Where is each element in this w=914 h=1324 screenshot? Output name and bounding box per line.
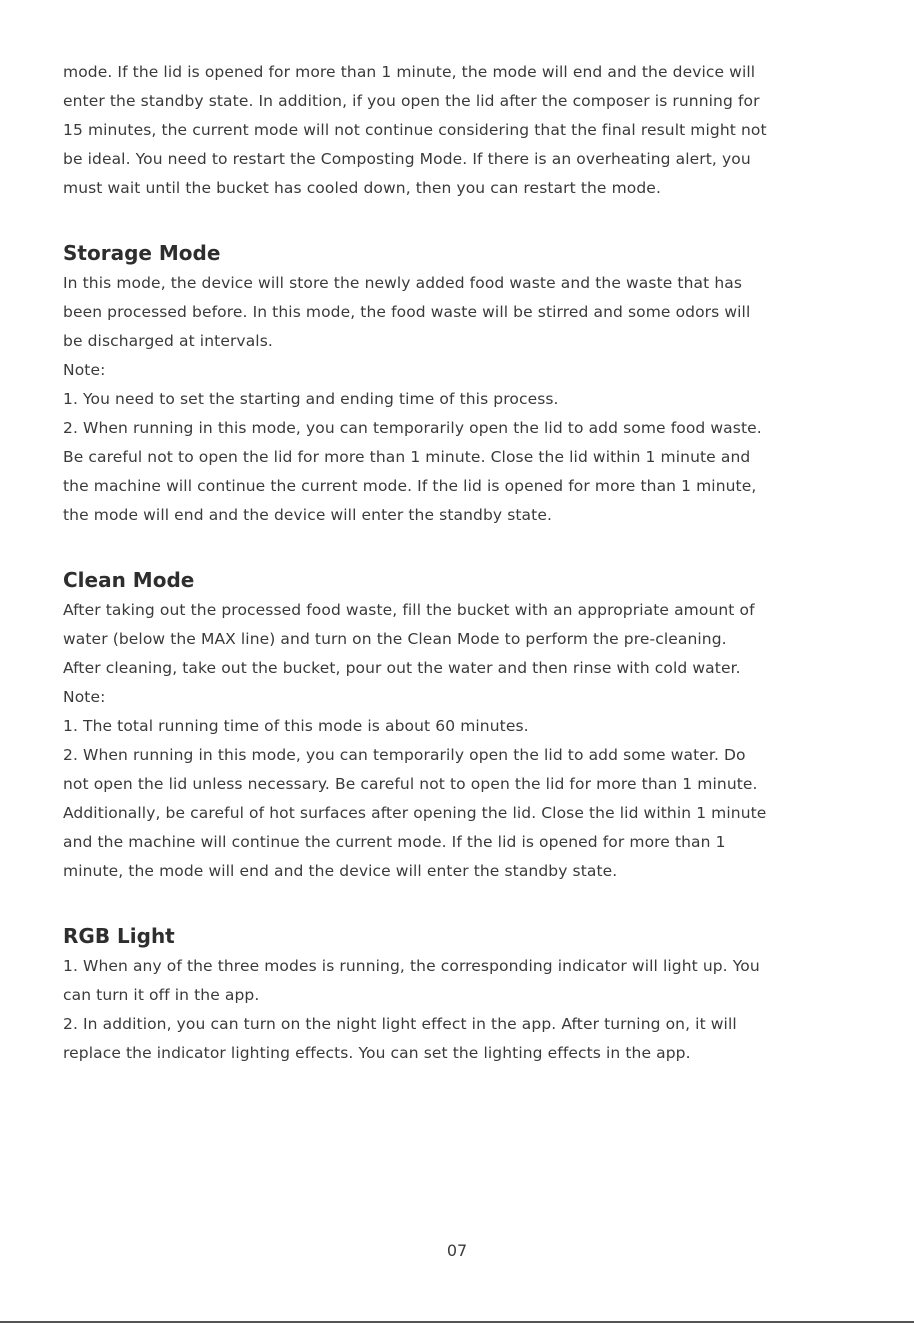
bottom-divider (0, 1321, 914, 1323)
text-line: 2. When running in this mode, you can temporarily open the lid to add some food waste. (63, 419, 762, 437)
rgb-light-section (63, 920, 853, 1068)
storage-mode-heading: Storage Mode (63, 241, 221, 265)
text-line: 2. When running in this mode, you can temporarily open the lid to add some water. Do (63, 746, 746, 764)
text-line: Be careful not to open the lid for more than 1 minute. Close the lid within 1 minute and (63, 448, 751, 466)
text-line: can turn it off in the app. (63, 986, 260, 1004)
text-line: minute, the mode will end and the device will enter the standby state. (63, 862, 618, 880)
text-line: and the machine will continue the current mode. If the lid is opened for more than 1 (63, 833, 726, 851)
storage-mode-section (63, 237, 853, 530)
text-line: Additionally, be careful of hot surfaces after opening the lid. Close the lid within 1 minute (63, 804, 767, 822)
text-line: mode. If the lid is opened for more than 1 minute, the mode will end and the device will (63, 63, 756, 81)
text-line: be ideal. You need to restart the Composting Mode. If there is an overheating alert, you (63, 150, 751, 168)
text-line: must wait until the bucket has cooled down, then you can restart the mode. (63, 179, 661, 197)
text-line: After taking out the processed food waste, fill the bucket with an appropriate amount of (63, 601, 755, 619)
text-line: 1. When any of the three modes is running, the corresponding indicator will light up. You (63, 957, 760, 975)
text-line: enter the standby state. In addition, if you open the lid after the composer is running for (63, 92, 760, 110)
text-line: After cleaning, take out the bucket, pour out the water and then rinse with cold water. (63, 659, 741, 677)
text-line: not open the lid unless necessary. Be careful not to open the lid for more than 1 minute. (63, 775, 758, 793)
text-line: water (below the MAX line) and turn on the Clean Mode to perform the pre-cleaning. (63, 630, 727, 648)
note-label: Note: (63, 688, 106, 706)
clean-mode-heading: Clean Mode (63, 568, 195, 592)
page-number: 07 (446, 1241, 468, 1260)
rgb-light-heading: RGB Light (63, 924, 175, 948)
text-line: 1. You need to set the starting and ending time of this process. (63, 390, 559, 408)
text-line: been processed before. In this mode, the food waste will be stirred and some odors will (63, 303, 751, 321)
text-line: 2. In addition, you can turn on the night light effect in the app. After turning on, it will (63, 1015, 737, 1033)
manual-page (63, 58, 853, 1068)
note-label: Note: (63, 361, 106, 379)
text-line: replace the indicator lighting effects. You can set the lighting effects in the app. (63, 1044, 691, 1062)
text-line: the mode will end and the device will enter the standby state. (63, 506, 552, 524)
text-line: the machine will continue the current mode. If the lid is opened for more than 1 minute, (63, 477, 757, 495)
text-line: be discharged at intervals. (63, 332, 273, 350)
text-line: 15 minutes, the current mode will not continue considering that the final result might not (63, 121, 767, 139)
text-line: In this mode, the device will store the newly added food waste and the waste that has (63, 274, 743, 292)
intro-paragraph (63, 58, 853, 203)
clean-mode-section (63, 564, 853, 886)
text-line: 1. The total running time of this mode is about 60 minutes. (63, 717, 529, 735)
